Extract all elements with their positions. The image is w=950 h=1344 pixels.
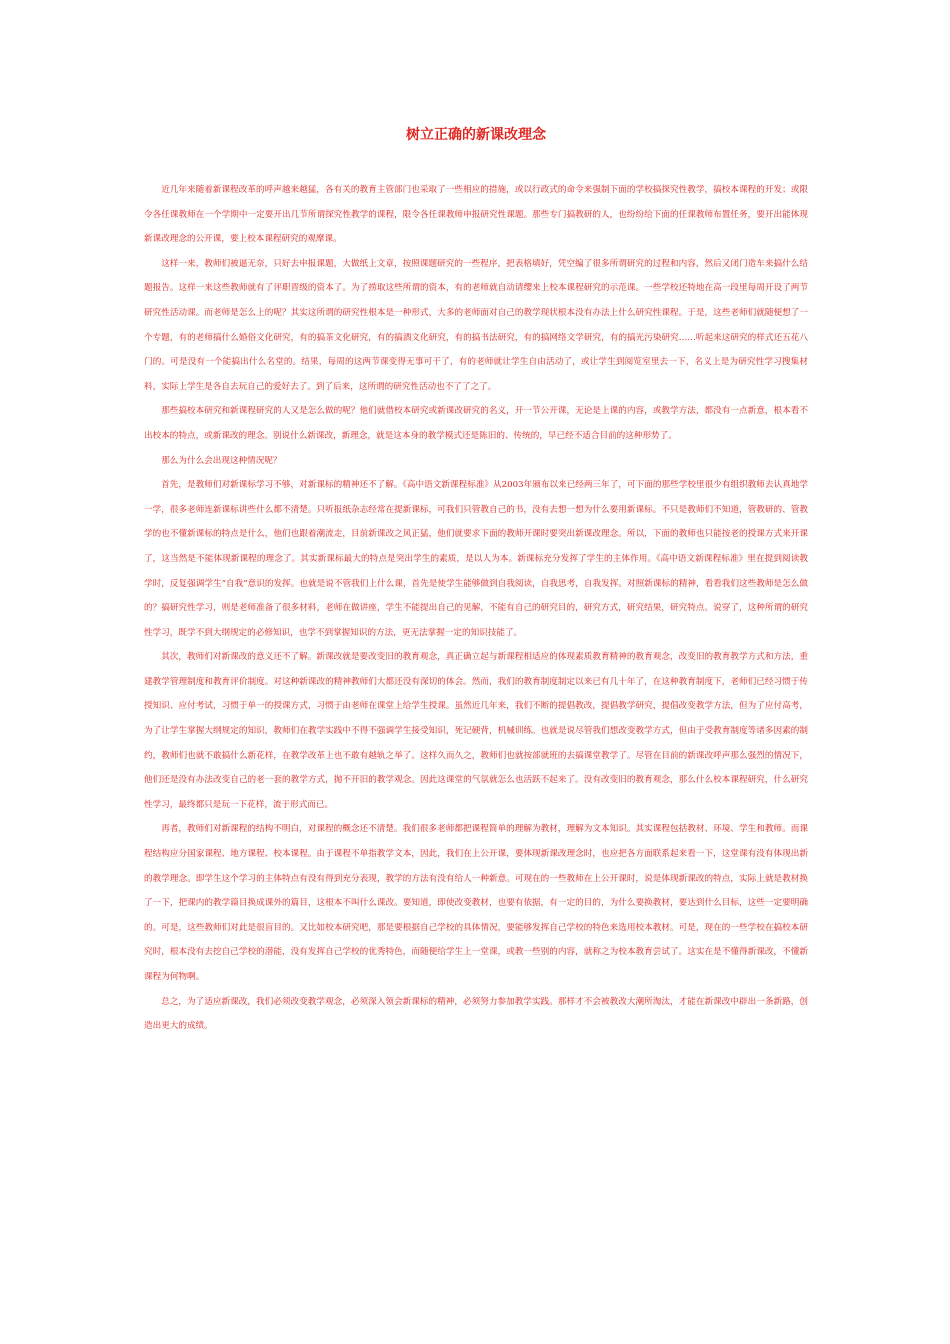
paragraph-7: 再者，教师们对新课程的结构不明白，对课程的概念还不清楚。我们很多老师都把课程简单的理解为教材，理解为文本知识。其实课程包括教材、环境、学生和教师。而课程结构应分国家课程、地方课程、校本课程。由于课程不单指教学文本，因此，我们在上公开课，要体现新课改理念时，也应把各方面联系起来看一下，这堂课有没有体现出新的教学理念。即学生这个学习的主体特点有没有得到充分表现，教学的方法有没有给人一种新意。可现在的一些教师在上公开课时，说是体现新课改的特点，实际上就是教材换了一下，把课内的教学篇目换成课外的篇目，这根本不叫什么课改。要知道，即使改变教材，也要有依据，有一定的目的，为什么要换教材，要达到什么目标，这些一定要明确的。可是，这些教师们对此是很盲目的。又比如校本研究吧，那是要根据自己学校的具体情况，要能够发挥自己学校的特色来选用校本教材。可是，现在的一些学校在搞校本研究时，根本没有去挖自己学校的潜能，没有发挥自己学校的优秀特色，而随便给学生上一堂课，或教一些别的内容，就称之为校本教育尝试了。这实在是不懂得新课改，不懂新课程为何物啊。 — [144, 824, 808, 982]
paragraph-2: 这样一来，教师们被逼无奈，只好去申报课题，大做纸上文章，按照课题研究的一些程序，把表格填好，凭空编了很多所谓研究的过程和内容，然后又闭门造车来搞什么结题报告。这样一来这些教师就有了评职晋级的资本了。为了捞取这些所谓的资本，有的老师就自动请缨来上校本课程研究的示范课。一些学校还特地在高一段里每周开设了两节研究性活动课。而老师是怎么上的呢？其实这所谓的研究性根本是一种形式，大多的老师面对自己的教学现状根本没有办法上什么研究性课程。于是，这些老师们就随便想了一个专题，有的老师搞什么婚俗文化研究，有的搞茶文化研究，有的搞酒文化研究，有的搞书法研究，有的搞网络文学研究，有的搞光污染研究……听起来这研究的样式还五花八门的。可是没有一个能搞出什么名堂的。结果，每周的这两节课变得无事可干了，有的老师就让学生自由活动了，或让学生到阅览室里去一下，名义上是为研究性学习搜集材料，实际上学生是各自去玩自己的爱好去了。到了后来，这所谓的研究性活动也不了了之了。 — [144, 258, 808, 392]
paragraph-8: 总之，为了适应新课改，我们必须改变教学观念，必须深入领会新课标的精神，必须努力参加教学实践。那样才不会被教改大潮所淘汰，才能在新课改中辟出一条新路，创造出更大的成绩。 — [144, 996, 808, 1032]
document-page — [144, 124, 808, 1039]
document-title: 树立正确的新课改理念 — [406, 127, 546, 143]
paragraph-3: 那些搞校本研究和新课程研究的人又是怎么做的呢？他们就借校本研究或新课改研究的名义，开一节公开课，无论是上课的内容，或教学方法，都没有一点新意，根本看不出校本的特点，或新课改的理念。别说什么新课改，新理念，就是这本身的教学模式还是陈旧的、传统的，早已经不适合目前的这种形势了。 — [144, 406, 808, 441]
paragraph-5: 首先，是教师们对新课标学习不够，对新课标的精神还不了解。《高中语文新课程标准》从2003年颁布以来已经两三年了，可下面的那些学校里很少有组织教师去认真地学一学，很多老师连新课标讲些什么都不清楚。只听报纸杂志经常在提新课标，可我们只管教自己的书，没有去想一想为什么要用新课标。不只是教师们不知道，管教研的、管教学的也不懂新课标的特点是什么，他们也跟着潮流走，目前新课改之风正猛，他们就要求下面的教师开课时要突出新课改理念。所以，下面的教师也只能按老的授课方式来开课了，这当然是不能体现新课程的理念了。其实新课标最大的特点是突出学生的素质，是以人为本。新课标充分发挥了学生的主体作用。《高中语文新课程标准》里在提到阅读教学时，反复强调学生“自我”意识的发挥。也就是说不管我们上什么课，首先是使学生能够做到自我阅读，自我思考，自我发挥。对照新课标的精神，看看我们这些教师是怎么做的？搞研究性学习，则是老师准备了很多材料，老师在做讲座，学生不能提出自己的见解，不能有自己的研究目的，研究方式，研究结果，研究特点。说穿了，这种所谓的研究性学习，既学不到大纲规定的必修知识，也学不到掌握知识的方法，更无法掌握一定的知识技能了。 — [144, 480, 808, 638]
paragraph-6: 其次，教师们对新课改的意义还不了解。新课改就是要改变旧的教育观念，真正确立起与新课程相适应的体现素质教育精神的教育观念，改变旧的教育教学方式和方法，重建教学管理制度和教育评价制度。对这种新课改的精神教师们大都还没有深切的体会。然而，我们的教育制度制定以来已有几十年了，在这种教育制度下，老师们已经习惯于传授知识、应付考试，习惯于单一的授课方式，习惯于由老师在课堂上给学生授课。虽然近几年来，我们不断的提倡教改，提倡教学研究，提倡改变教学方法，但为了应付高考，为了让学生掌握大纲规定的知识，教师们在教学实践中不得不强调学生接受知识，死记硬背，机械训练。也就是说尽管我们想改变教学方式，但由于受教育制度等诸多因素的制约，教师们也就不敢搞什么新花样，在教学改革上也不敢有越轨之举了。这样久而久之，教师们也就按部就班的去搞课堂教学了。尽管在目前的新课改呼声那么强烈的情况下，他们还是没有办法改变自己的老一套的教学方式，抛不开旧的教学观念。因此这课堂的气氛就怎么也活跃不起来了。没有改变旧的教育观念，那么什么校本课程研究，什么研究性学习，最终都只是玩一下花样，流于形式而已。 — [144, 652, 808, 810]
paragraph-4: 那么为什么会出现这种情况呢？ — [161, 455, 282, 466]
paragraph-1: 近几年来随着新课程改革的呼声越来越猛，各有关的教育主管部门也采取了一些相应的措施，或以行政式的命令来强制下面的学校搞探究性教学，搞校本课程的开发；或限令各任课教师在一个学期中一定要开出几节所谓探究性教学的课程，限令各任课教师申报研究性课题。那些专门搞教研的人，也纷纷给下面的任课教师布置任务，要开出能体现新课改理念的公开课，要上校本课程研究的观摩课。 — [144, 185, 808, 245]
